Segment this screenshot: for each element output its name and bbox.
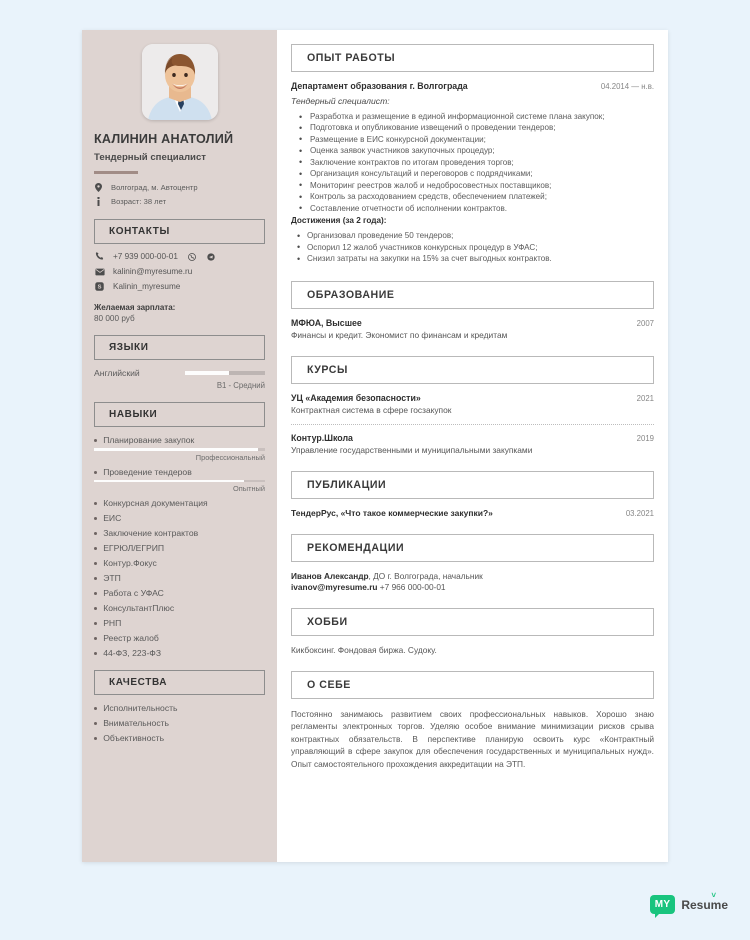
bullet-dot-icon [94,517,97,520]
publications-heading: ПУБЛИКАЦИИ [307,478,387,491]
skill-item [94,543,265,553]
skills-heading: НАВЫКИ [109,409,158,421]
photo-container [94,44,265,120]
logo-badge: MY [650,895,676,914]
skill-item [94,498,265,508]
email-text: kalinin@myresume.ru [113,267,193,277]
skill-name: КонсультантПлюс [103,603,175,614]
plain-skills-list [94,498,265,658]
course-detail: Управление государственными и муниципальными закупками [291,444,533,455]
experience-achievements-list [291,230,654,264]
recommendation-role: , ДО г. Волгограда, начальник [368,570,483,581]
recommendation-contact-row [291,582,654,592]
recommendation-email[interactable]: ivanov@myresume.ru [291,581,378,592]
language-level-fill [185,371,229,375]
languages-heading: ЯЗЫКИ [109,342,149,354]
section-header-recommendations [291,534,654,562]
hobby-heading: ХОББИ [307,615,348,628]
skill-item [94,558,265,568]
sidebar [82,30,277,862]
skill-item [94,618,265,628]
section-header-publications [291,471,654,499]
section-header-courses [291,356,654,384]
bullet-dot-icon [94,547,97,550]
course-entry-head [291,393,654,403]
achievement-item: • Оспорил 12 жалоб участников конкурсных процедур в УФАС; [291,242,654,253]
achievement-item: • Организовал проведение 50 тендеров; [291,230,654,241]
course-separator [291,424,654,425]
duty-item: • Подготовка и опубликование извещений о проведении тендеров; [291,122,654,133]
salary-label: Желаемая зарплата: [94,303,176,313]
course-entry-head [291,433,654,443]
courses-heading: КУРСЫ [307,363,348,376]
course-year: 2019 [636,433,654,443]
publication-title: ТендерРус, «Что такое коммерческие закупки?» [291,507,493,518]
skill-item [94,435,265,445]
publication-row [291,508,654,518]
experience-heading: ОПЫТ РАБОТЫ [307,52,396,64]
phone-row[interactable] [94,252,265,261]
bullet-dot-icon [94,562,97,565]
location-text: Волгоград, м. Автоцентр [111,182,198,192]
duty-item: • Составление отчетности об исполнении контрактов. [291,203,654,214]
skill-name: Реестр жалоб [103,633,159,644]
skill-name: ЕГРЮЛ/ЕГРИП [103,543,165,554]
skill-level-label: Профессиональный [195,452,265,462]
qualities-heading: КАЧЕСТВА [109,677,168,689]
recommendation-person-row [291,571,654,581]
bullet-dot-icon [94,439,97,442]
bullet-dot-icon [94,607,97,610]
skill-name: Конкурсная документация [103,498,208,509]
experience-position: Тендерный специалист: [291,96,390,106]
skill-name: Планирование закупок [103,435,195,446]
bullet-dot-icon [94,502,97,505]
quality-name: Объективность [103,733,165,744]
education-detail: Финансы и кредит. Экономист по финансам и кредитам [291,329,508,340]
quality-item [94,718,265,728]
skill-item [94,528,265,538]
skype-text: Kalinin_myresume [113,282,181,292]
envelope-icon [94,268,105,276]
bullet-dot-icon [94,707,97,710]
courses-list [291,393,654,455]
language-level-label: B1 - Средний [216,381,265,391]
skill-name: РНП [103,618,122,629]
skill-level-bar [94,448,265,451]
duty-item: • Контроль за расходованием средств, обеспечением платежей; [291,191,654,202]
age-row [94,197,265,207]
skill-item [94,588,265,598]
language-level-bar [185,371,265,375]
education-year: 2007 [636,318,654,328]
bullet-dot-icon [94,652,97,655]
skill-name: ЭТП [103,573,121,584]
skype-icon [94,282,105,291]
skill-level-label: Опытный [233,484,265,494]
info-icon [94,197,103,206]
skill-item [94,648,265,658]
recommendation-phone: +7 966 000-00-01 [377,581,446,592]
salary-value: 80 000 руб [94,314,135,324]
phone-text: +7 939 000-00-01 [113,252,178,262]
svg-text:S: S [97,284,102,291]
qualities-list [94,703,265,743]
bullet-dot-icon [94,637,97,640]
skill-item [94,513,265,523]
section-header-skills [94,402,265,427]
contacts-heading: КОНТАКТЫ [109,226,170,238]
profile-photo [142,44,218,120]
bullet-dot-icon [94,532,97,535]
quality-item [94,703,265,713]
section-header-hobby [291,608,654,636]
bullet-dot-icon [94,722,97,725]
full-name: КАЛИНИН АНАТОЛИЙ [94,132,234,146]
whatsapp-icon[interactable] [188,253,196,261]
achievements-label: Достижения (за 2 года): [291,216,387,226]
skill-level-fill [94,480,244,483]
logo-wordmark: Resume ˅ [681,898,728,912]
duty-item: • Мониторинг реестров жалоб и недобросовестных поставщиков; [291,180,654,191]
quality-item [94,733,265,743]
about-heading: О СЕБЕ [307,678,351,691]
bullet-dot-icon [94,622,97,625]
section-header-qualities [94,670,265,695]
publication-date: 03.2021 [625,508,654,518]
section-header-languages [94,335,265,360]
location-row [94,183,265,193]
skype-row[interactable] [94,282,265,291]
location-pin-icon [94,183,103,192]
experience-date: 04.2014 — н.в. [600,82,654,91]
skill-item [94,633,265,643]
skill-item [94,603,265,613]
recommendations-heading: РЕКОМЕНДАЦИИ [307,541,405,554]
duty-item: • Разработка и размещение в единой информационной системе плана закупок; [291,111,654,122]
bullet-dot-icon [94,592,97,595]
bullet-dot-icon [94,471,97,474]
age-text: Возраст: 38 лет [111,196,167,206]
duty-item: • Организация консультаций и переговоров с подрядчиками; [291,168,654,179]
duty-item: • Оценка заявок участников закупочных процедур; [291,145,654,156]
course-name: Контур.Школа [291,432,353,443]
publications-list [291,508,654,518]
quality-name: Исполнительность [103,703,178,714]
duty-item: • Размещение в ЕИС конкурсной документации; [291,134,654,145]
experience-company: Департамент образования г. Волгограда [291,81,468,91]
education-heading: ОБРАЗОВАНИЕ [307,288,395,301]
experience-entry-head [291,81,654,91]
education-list [291,318,654,340]
skill-name: Заключение контрактов [103,528,199,539]
achievement-item: • Снизил затраты на закупки на 15% за счет выгодных контрактов. [291,253,654,264]
skill-name: 44-ФЗ, 223-ФЗ [103,648,162,659]
resume-document [82,30,668,862]
section-header-education [291,281,654,309]
language-row [94,368,265,378]
rated-skills-list [94,435,265,493]
education-institution: МФЮА, Высшее [291,317,362,328]
languages-list [94,368,265,390]
skill-item [94,467,265,477]
skill-name: Работа с УФАС [103,588,164,599]
section-header-contacts [94,219,265,244]
skill-item [94,573,265,583]
main-column [277,30,668,862]
email-row[interactable] [94,267,265,276]
course-detail: Контрактная система в сфере госзакупок [291,404,452,415]
education-entry-head [291,318,654,328]
phone-icon [94,252,105,261]
course-name: УЦ «Академия безопасности» [291,392,421,403]
section-header-about [291,671,654,699]
job-title: Тендерный специалист [94,152,206,164]
hobby-text: Кикбоксинг. Фондовая биржа. Судоку. [291,644,437,655]
about-text: Постоянно занимаюсь развитием своих профессиональных навыков. Хорошо знаю регламенты электронных торгов. Уделяю особое внимание минимизации рисков срыва контрактных обязательств. В перспективе планирую освоить курс «Контрактный управляющий в сфере закупок для обеспечения государственных и муниципальных нужд». Опыт самостоятельного прохождения аккредитации на ЭТП. [291,708,654,769]
myresume-logo[interactable] [650,895,728,914]
skill-name: Контур.Фокус [103,558,157,569]
language-name: Английский [94,368,140,379]
skill-level-fill [94,448,258,451]
experience-duties-list [291,111,654,214]
skill-name: Проведение тендеров [103,466,192,477]
bullet-dot-icon [94,577,97,580]
duty-item: • Заключение контрактов по итогам проведения торгов; [291,157,654,168]
course-year: 2021 [636,393,654,403]
bullet-dot-icon [94,737,97,740]
telegram-icon[interactable] [207,253,215,261]
recommendation-person: Иванов Александр [291,570,369,581]
section-header-experience [291,44,654,72]
name-divider [94,171,138,174]
quality-name: Внимательность [103,718,170,729]
skill-name: ЕИС [103,513,122,524]
skill-level-bar [94,480,265,483]
